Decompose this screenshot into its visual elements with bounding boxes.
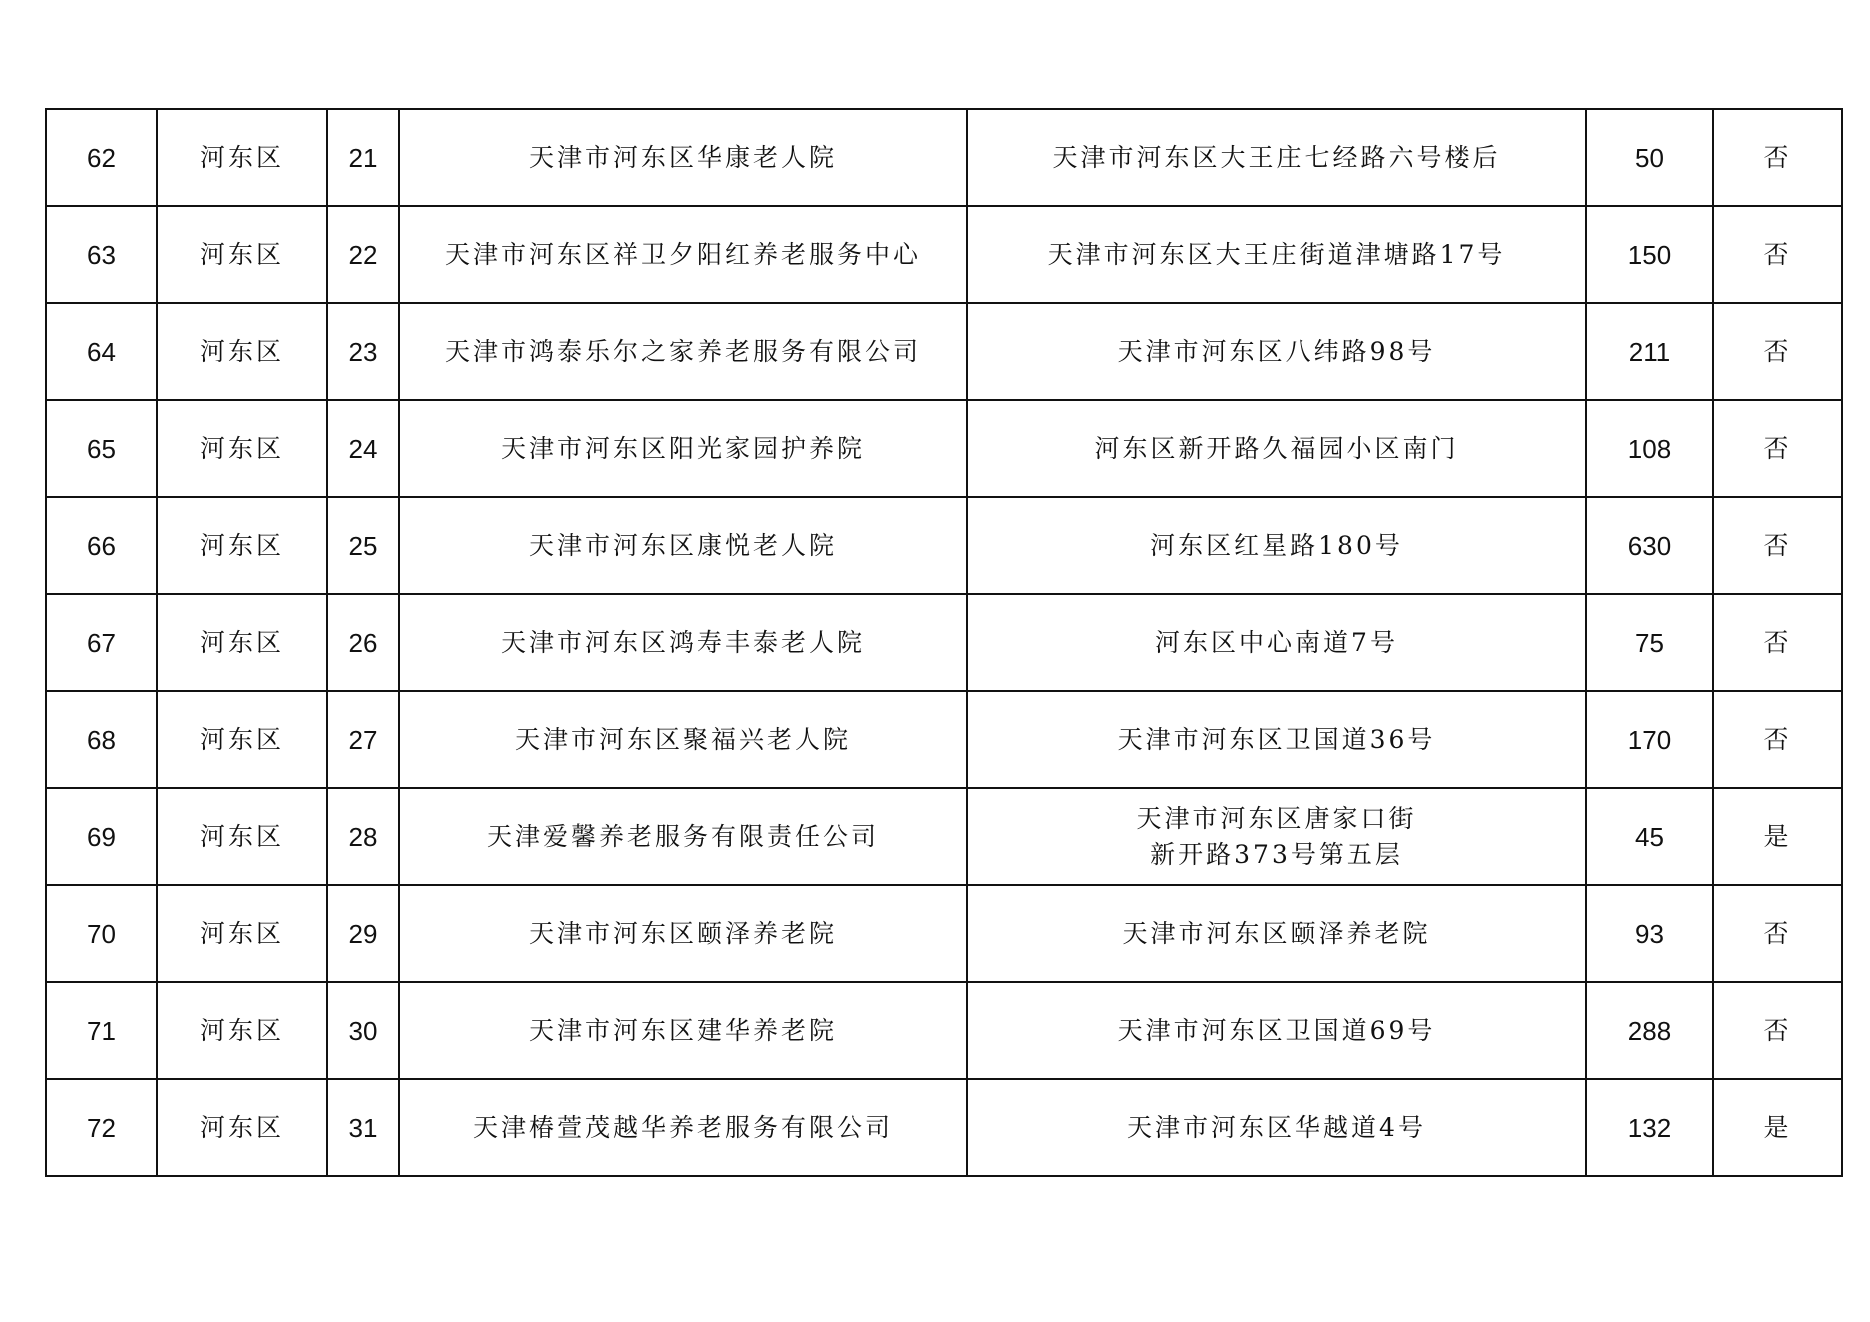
address-cell (967, 885, 1586, 982)
address-text: 天津市河东区大王庄街道津塘路17号 (1047, 239, 1506, 269)
beds-text: 630 (1627, 530, 1672, 561)
table-row (46, 691, 1842, 788)
beds-cell (1586, 885, 1713, 982)
row-number-cell (46, 109, 157, 206)
address-text: 河东区红星路180号 (1150, 530, 1403, 560)
flag-text: 否 (1763, 724, 1792, 754)
beds-text: 150 (1627, 239, 1672, 270)
institution-name-text: 天津市河东区华康老人院 (528, 142, 837, 172)
row-number-cell (46, 982, 157, 1079)
institution-name-text: 天津市河东区康悦老人院 (528, 530, 837, 560)
row-number-cell (46, 400, 157, 497)
district-number-cell (327, 109, 399, 206)
district-text: 河东区 (199, 433, 284, 463)
flag-text: 否 (1763, 918, 1792, 948)
district-text: 河东区 (199, 1112, 284, 1142)
beds-cell (1586, 109, 1713, 206)
district-number-cell (327, 1079, 399, 1176)
district-text: 河东区 (199, 724, 284, 754)
address-cell (967, 303, 1586, 400)
flag-text: 否 (1763, 1015, 1792, 1045)
district-cell (157, 109, 327, 206)
institution-name-text: 天津市河东区鸿寿丰泰老人院 (500, 627, 865, 657)
row-number-text: 66 (87, 530, 116, 561)
beds-text: 50 (1635, 142, 1664, 173)
flag-cell (1713, 594, 1842, 691)
institution-name-text: 天津市鸿泰乐尔之家养老服务有限公司 (444, 336, 921, 366)
beds-text: 75 (1635, 627, 1664, 658)
row-number-cell (46, 1079, 157, 1176)
address-text: 天津市河东区唐家口街 (1136, 803, 1417, 833)
row-number-text: 65 (87, 433, 116, 464)
district-number-cell (327, 691, 399, 788)
row-number-cell (46, 206, 157, 303)
beds-text: 45 (1635, 821, 1664, 852)
district-number-text: 23 (348, 336, 378, 367)
district-number-text: 31 (348, 1112, 378, 1143)
row-number-text: 69 (87, 821, 116, 852)
address-cell (967, 691, 1586, 788)
district-text: 河东区 (199, 821, 284, 851)
beds-cell (1586, 400, 1713, 497)
district-text: 河东区 (199, 336, 284, 366)
flag-cell (1713, 1079, 1842, 1176)
institution-name-cell (399, 206, 967, 303)
address-text: 河东区新开路久福园小区南门 (1094, 433, 1459, 463)
institution-name-cell (399, 691, 967, 788)
district-number-text: 26 (348, 627, 378, 658)
row-number-cell (46, 788, 157, 885)
beds-cell (1586, 788, 1713, 885)
beds-cell (1586, 691, 1713, 788)
district-cell (157, 206, 327, 303)
address-cell (967, 109, 1586, 206)
district-cell (157, 691, 327, 788)
address-cell (967, 1079, 1586, 1176)
beds-text: 108 (1627, 433, 1672, 464)
district-number-cell (327, 206, 399, 303)
row-number-text: 71 (87, 1015, 116, 1046)
institution-name-text: 天津椿萱茂越华养老服务有限公司 (472, 1112, 893, 1142)
beds-text: 132 (1627, 1112, 1672, 1143)
address-cell (967, 400, 1586, 497)
institution-name-cell (399, 594, 967, 691)
row-number-cell (46, 497, 157, 594)
district-text: 河东区 (199, 142, 284, 172)
institution-name-text: 天津市河东区祥卫夕阳红养老服务中心 (444, 239, 921, 269)
address-cell (967, 982, 1586, 1079)
district-number-text: 21 (348, 142, 378, 173)
flag-cell (1713, 691, 1842, 788)
table-row (46, 885, 1842, 982)
district-number-text: 24 (348, 433, 378, 464)
district-number-cell (327, 594, 399, 691)
beds-cell (1586, 497, 1713, 594)
flag-cell (1713, 885, 1842, 982)
beds-cell (1586, 594, 1713, 691)
address-cell (967, 206, 1586, 303)
district-number-text: 25 (348, 530, 378, 561)
district-number-cell (327, 400, 399, 497)
institution-name-text: 天津市河东区颐泽养老院 (528, 918, 837, 948)
district-number-cell (327, 788, 399, 885)
district-number-cell (327, 303, 399, 400)
district-number-cell (327, 982, 399, 1079)
row-number-text: 62 (87, 142, 116, 173)
row-number-text: 68 (87, 724, 116, 755)
row-number-text: 67 (87, 627, 116, 658)
flag-cell (1713, 206, 1842, 303)
address-cell (967, 788, 1586, 885)
district-text: 河东区 (199, 1015, 284, 1045)
flag-cell (1713, 400, 1842, 497)
address-cell (967, 594, 1586, 691)
institution-name-cell (399, 1079, 967, 1176)
table-row (46, 400, 1842, 497)
district-cell (157, 885, 327, 982)
institution-name-cell (399, 982, 967, 1079)
beds-text: 93 (1635, 918, 1664, 949)
flag-text: 否 (1763, 336, 1792, 366)
district-number-text: 29 (348, 918, 378, 949)
institution-name-text: 天津市河东区聚福兴老人院 (514, 724, 851, 754)
address-text: 天津市河东区卫国道36号 (1117, 724, 1436, 754)
district-number-text: 27 (348, 724, 378, 755)
beds-cell (1586, 1079, 1713, 1176)
flag-cell (1713, 982, 1842, 1079)
institution-name-cell (399, 788, 967, 885)
district-cell (157, 594, 327, 691)
address-text: 天津市河东区八纬路98号 (1117, 336, 1436, 366)
district-number-text: 22 (348, 239, 378, 270)
table-row (46, 788, 1842, 885)
district-cell (157, 982, 327, 1079)
row-number-text: 63 (87, 239, 116, 270)
district-text: 河东区 (199, 918, 284, 948)
district-cell (157, 788, 327, 885)
district-cell (157, 1079, 327, 1176)
district-cell (157, 497, 327, 594)
address-line2-text: 新开路373号第五层 (1150, 839, 1403, 869)
institution-name-cell (399, 400, 967, 497)
elderly-care-institutions-table (45, 108, 1843, 1177)
flag-text: 是 (1763, 821, 1792, 851)
address-text: 天津市河东区华越道4号 (1127, 1112, 1426, 1142)
table-row (46, 497, 1842, 594)
table-row (46, 206, 1842, 303)
institution-name-cell (399, 885, 967, 982)
beds-cell (1586, 303, 1713, 400)
table-row (46, 982, 1842, 1079)
address-text: 天津市河东区大王庄七经路六号楼后 (1052, 142, 1501, 172)
beds-text: 211 (1628, 336, 1671, 367)
flag-cell (1713, 497, 1842, 594)
institution-name-cell (399, 109, 967, 206)
flag-text: 否 (1763, 627, 1792, 657)
institution-name-text: 天津爱馨养老服务有限责任公司 (486, 821, 879, 851)
beds-text: 170 (1627, 724, 1672, 755)
beds-text: 288 (1627, 1015, 1672, 1046)
district-text: 河东区 (199, 627, 284, 657)
flag-cell (1713, 788, 1842, 885)
row-number-text: 64 (87, 336, 116, 367)
flag-text: 是 (1763, 1112, 1792, 1142)
row-number-cell (46, 303, 157, 400)
row-number-text: 72 (87, 1112, 116, 1143)
table-row (46, 109, 1842, 206)
flag-cell (1713, 109, 1842, 206)
beds-cell (1586, 206, 1713, 303)
beds-cell (1586, 982, 1713, 1079)
table-row (46, 1079, 1842, 1176)
flag-text: 否 (1763, 433, 1792, 463)
district-text: 河东区 (199, 530, 284, 560)
flag-text: 否 (1763, 239, 1792, 269)
district-number-text: 30 (348, 1015, 378, 1046)
address-text: 天津市河东区卫国道69号 (1117, 1015, 1436, 1045)
district-number-cell (327, 497, 399, 594)
flag-text: 否 (1763, 142, 1792, 172)
row-number-cell (46, 691, 157, 788)
flag-cell (1713, 303, 1842, 400)
address-text: 天津市河东区颐泽养老院 (1122, 918, 1431, 948)
table-row (46, 594, 1842, 691)
institution-name-cell (399, 497, 967, 594)
row-number-text: 70 (87, 918, 116, 949)
district-cell (157, 400, 327, 497)
institution-name-text: 天津市河东区阳光家园护养院 (500, 433, 865, 463)
district-cell (157, 303, 327, 400)
row-number-cell (46, 885, 157, 982)
address-text: 河东区中心南道7号 (1155, 627, 1398, 657)
district-text: 河东区 (199, 239, 284, 269)
institution-name-text: 天津市河东区建华养老院 (528, 1015, 837, 1045)
table-row (46, 303, 1842, 400)
flag-text: 否 (1763, 530, 1792, 560)
address-cell (967, 497, 1586, 594)
row-number-cell (46, 594, 157, 691)
district-number-cell (327, 885, 399, 982)
institution-name-cell (399, 303, 967, 400)
district-number-text: 28 (348, 821, 378, 852)
